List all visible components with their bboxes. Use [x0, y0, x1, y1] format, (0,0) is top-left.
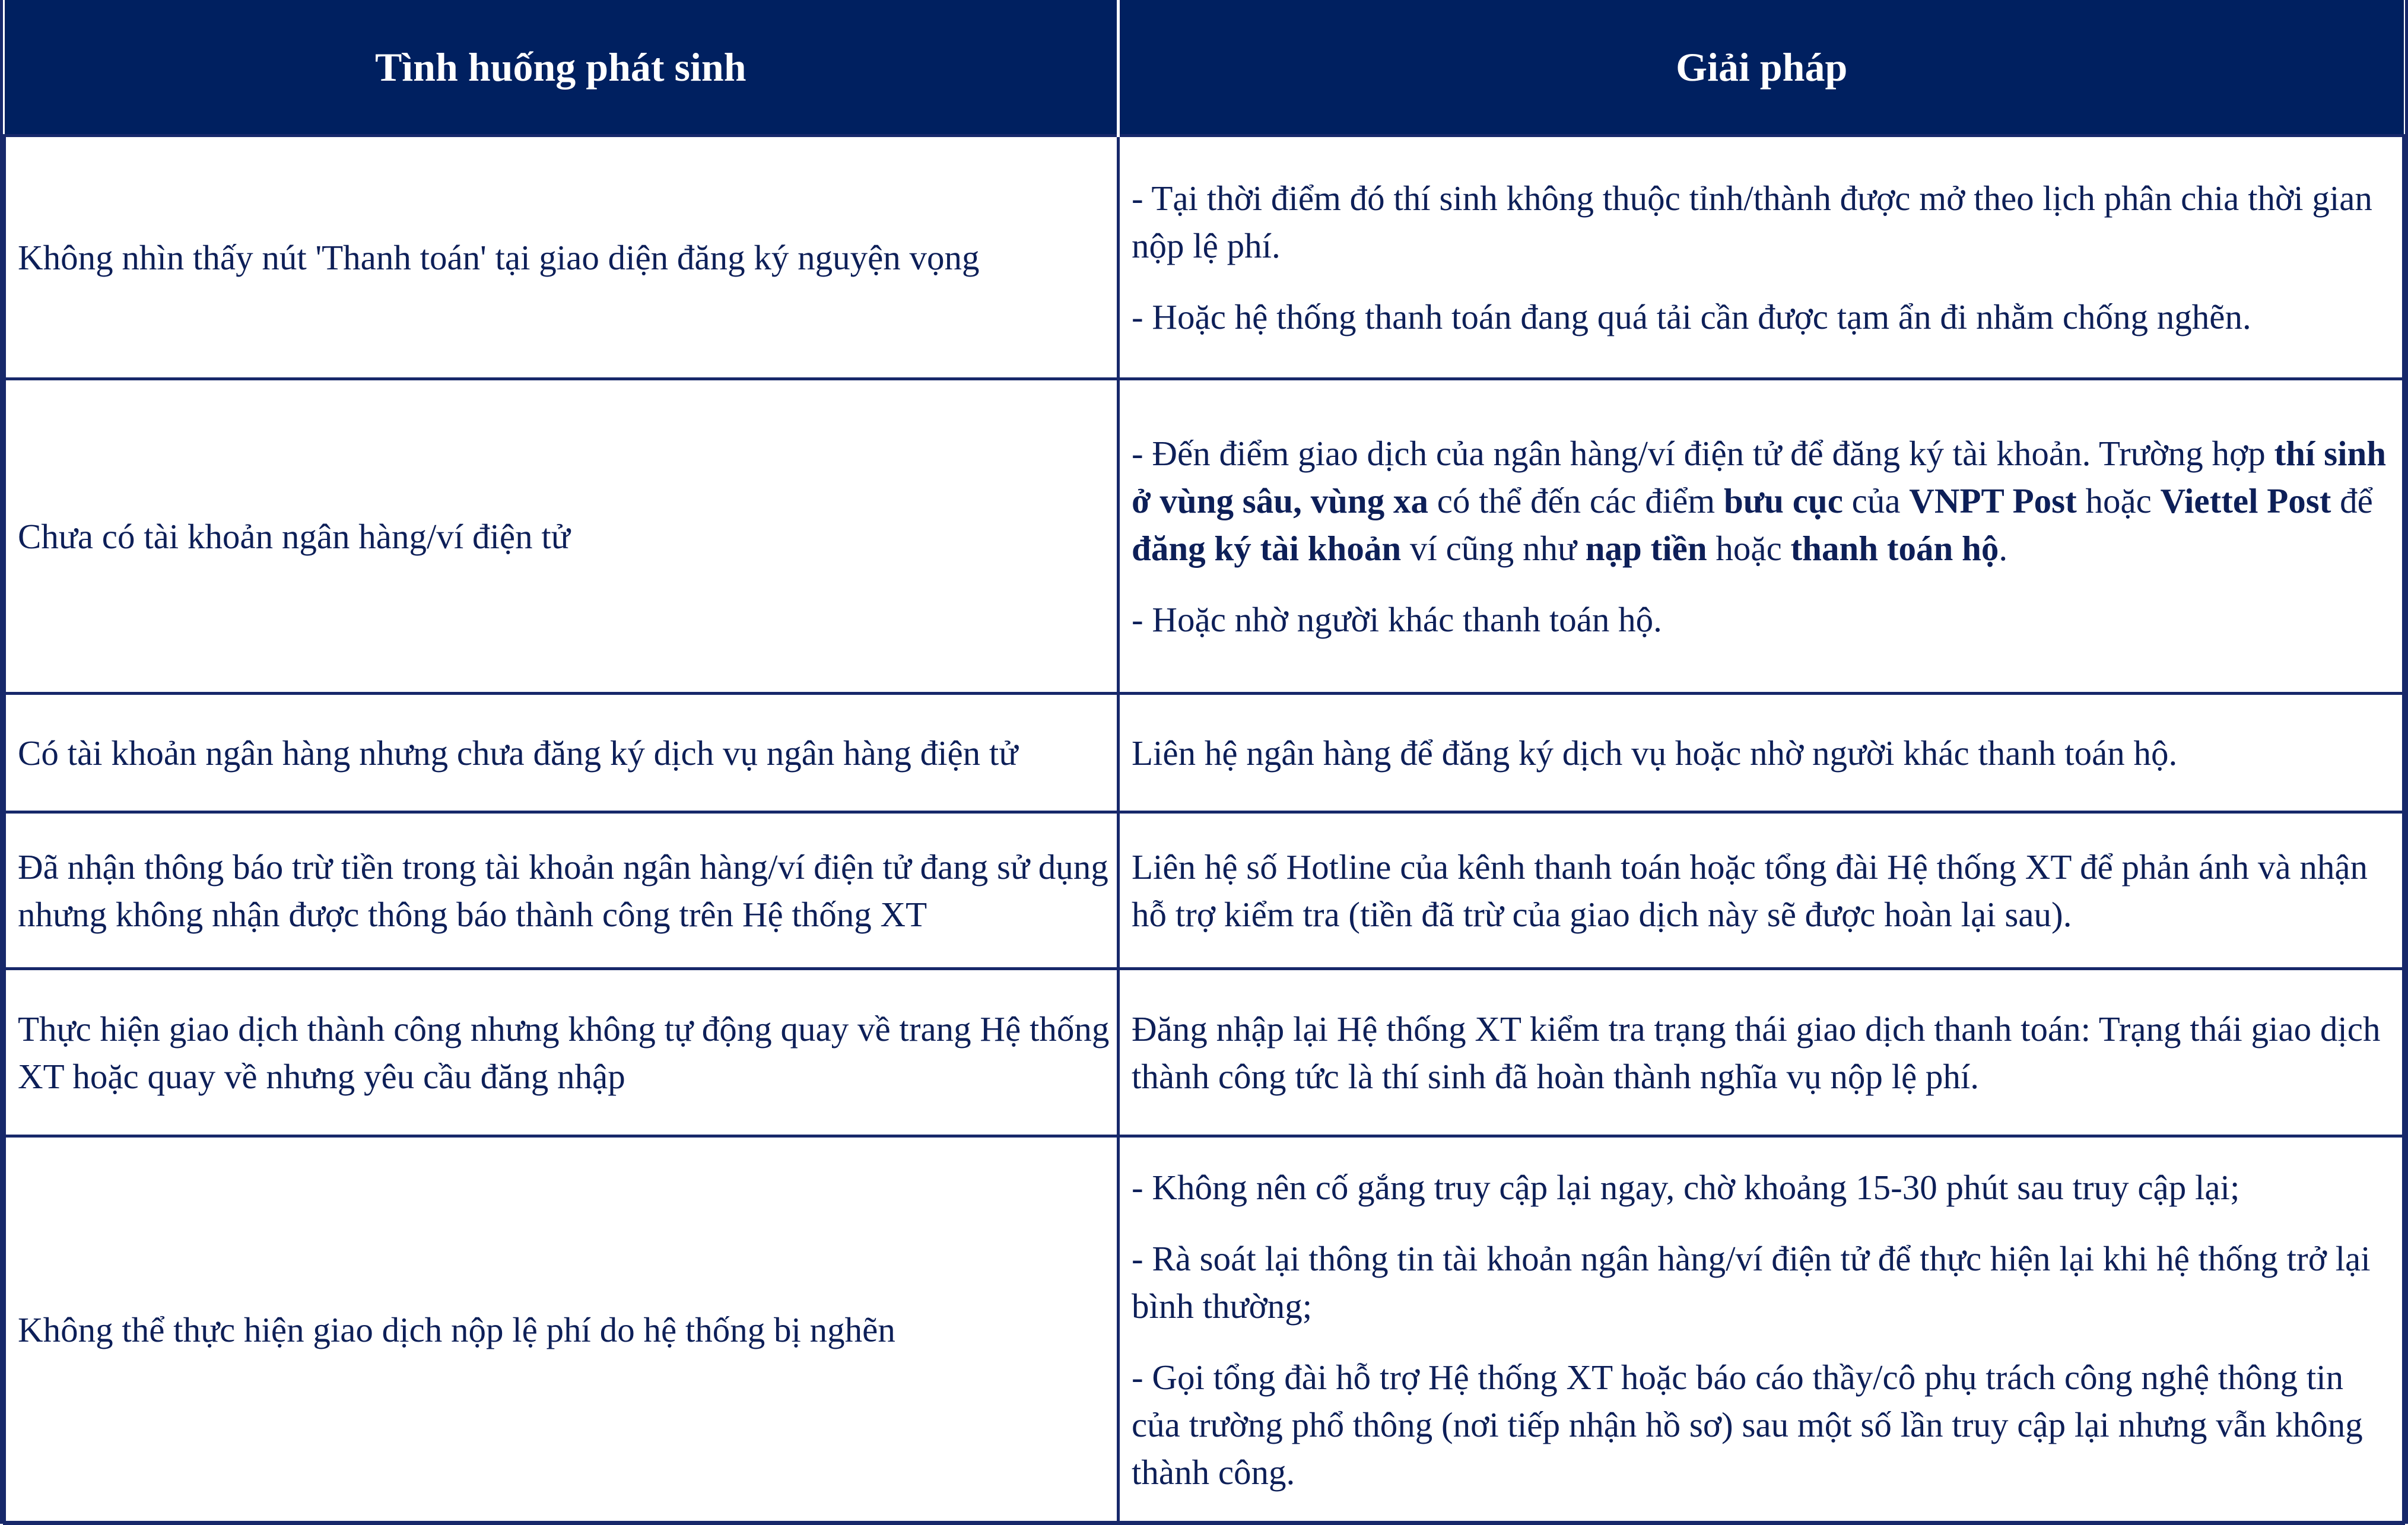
solution-line [1132, 430, 2395, 572]
table-row [5, 1136, 2404, 1524]
solution-cell [1119, 694, 2404, 812]
table-header-row [5, 0, 2404, 136]
solution-cell [1119, 812, 2404, 969]
solution-emphasis: thanh toán hộ [1790, 528, 1999, 568]
solution-line: - Không nên cố gắng truy cập lại ngay, chờ khoảng 15-30 phút sau truy cập lại; [1132, 1168, 2240, 1207]
solution-text: hoặc [1707, 528, 1791, 568]
table-row [5, 379, 2404, 694]
solution-line: Đăng nhập lại Hệ thống XT kiểm tra trạng thái giao dịch thanh toán: Trạng thái giao dịch thành công tức là thí sinh đã hoàn thành nghĩa vụ nộp lệ phí. [1132, 1009, 2381, 1096]
situation-cell: Đã nhận thông báo trừ tiền trong tài khoản ngân hàng/ví điện tử đang sử dụng nhưng không nhận được thông báo thành công trên Hệ thống XT [5, 812, 1119, 969]
solution-line: - Tại thời điểm đó thí sinh không thuộc tỉnh/thành được mở theo lịch phân chia thời gian nộp lệ phí. [1132, 178, 2372, 265]
solution-emphasis: VNPT Post [1909, 481, 2077, 520]
solution-emphasis: bưu cục [1723, 481, 1843, 520]
solution-text: hoặc [2076, 481, 2161, 520]
solution-text: để [2331, 481, 2373, 520]
header-solution: Giải pháp [1119, 0, 2404, 136]
solution-emphasis: nạp tiền [1585, 528, 1707, 568]
solution-cell [1119, 379, 2404, 694]
solution-text: . [1999, 528, 2008, 568]
solution-text: có thể đến các điểm [1428, 481, 1724, 520]
solution-emphasis: Viettel Post [2160, 481, 2331, 520]
solution-line: - Hoặc hệ thống thanh toán đang quá tải cần được tạm ẩn đi nhằm chống nghẽn. [1132, 297, 2251, 336]
table-row [5, 136, 2404, 379]
solution-line: Liên hệ số Hotline của kênh thanh toán hoặc tổng đài Hệ thống XT để phản ánh và nhận hỗ trợ kiểm tra (tiền đã trừ của giao dịch này sẽ được hoàn lại sau). [1132, 847, 2368, 934]
solution-text: ví cũng như [1401, 528, 1586, 568]
situation-cell: Không thể thực hiện giao dịch nộp lệ phí do hệ thống bị nghẽn [5, 1136, 1119, 1524]
situation-cell: Có tài khoản ngân hàng nhưng chưa đăng ký dịch vụ ngân hàng điện tử [5, 694, 1119, 812]
solution-line: Liên hệ ngân hàng để đăng ký dịch vụ hoặc nhờ người khác thanh toán hộ. [1132, 733, 2178, 773]
solution-text: - Đến điểm giao dịch của ngân hàng/ví điện tử để đăng ký tài khoản. Trường hợp [1132, 433, 2274, 473]
situation-cell: Không nhìn thấy nút 'Thanh toán' tại giao diện đăng ký nguyện vọng [5, 136, 1119, 379]
troubleshooting-table [3, 0, 2405, 1525]
solution-emphasis: đăng ký tài khoản [1132, 528, 1402, 568]
solution-cell [1119, 969, 2404, 1136]
solution-line: - Rà soát lại thông tin tài khoản ngân hàng/ví điện tử để thực hiện lại khi hệ thống trở lại bình thường; [1132, 1239, 2371, 1326]
solution-line: - Gọi tổng đài hỗ trợ Hệ thống XT hoặc báo cáo thầy/cô phụ trách công nghệ thông tin của trường phổ thông (nơi tiếp nhận hồ sơ) sau một số lần truy cập lại nhưng vẫn không thành công. [1132, 1358, 2363, 1492]
solution-cell [1119, 136, 2404, 379]
solution-emphasis: thí sinh ở vùng sâu, vùng xa [1132, 433, 2387, 520]
situation-cell: Thực hiện giao dịch thành công nhưng không tự động quay về trang Hệ thống XT hoặc quay về nhưng yêu cầu đăng nhập [5, 969, 1119, 1136]
table-row [5, 812, 2404, 969]
solution-cell [1119, 1136, 2404, 1524]
solution-line: - Hoặc nhờ người khác thanh toán hộ. [1132, 599, 1662, 639]
situation-cell: Chưa có tài khoản ngân hàng/ví điện tử [5, 379, 1119, 694]
solution-text: của [1842, 481, 1910, 520]
table-row [5, 694, 2404, 812]
header-situation: Tình huống phát sinh [5, 0, 1119, 136]
table-row [5, 969, 2404, 1136]
